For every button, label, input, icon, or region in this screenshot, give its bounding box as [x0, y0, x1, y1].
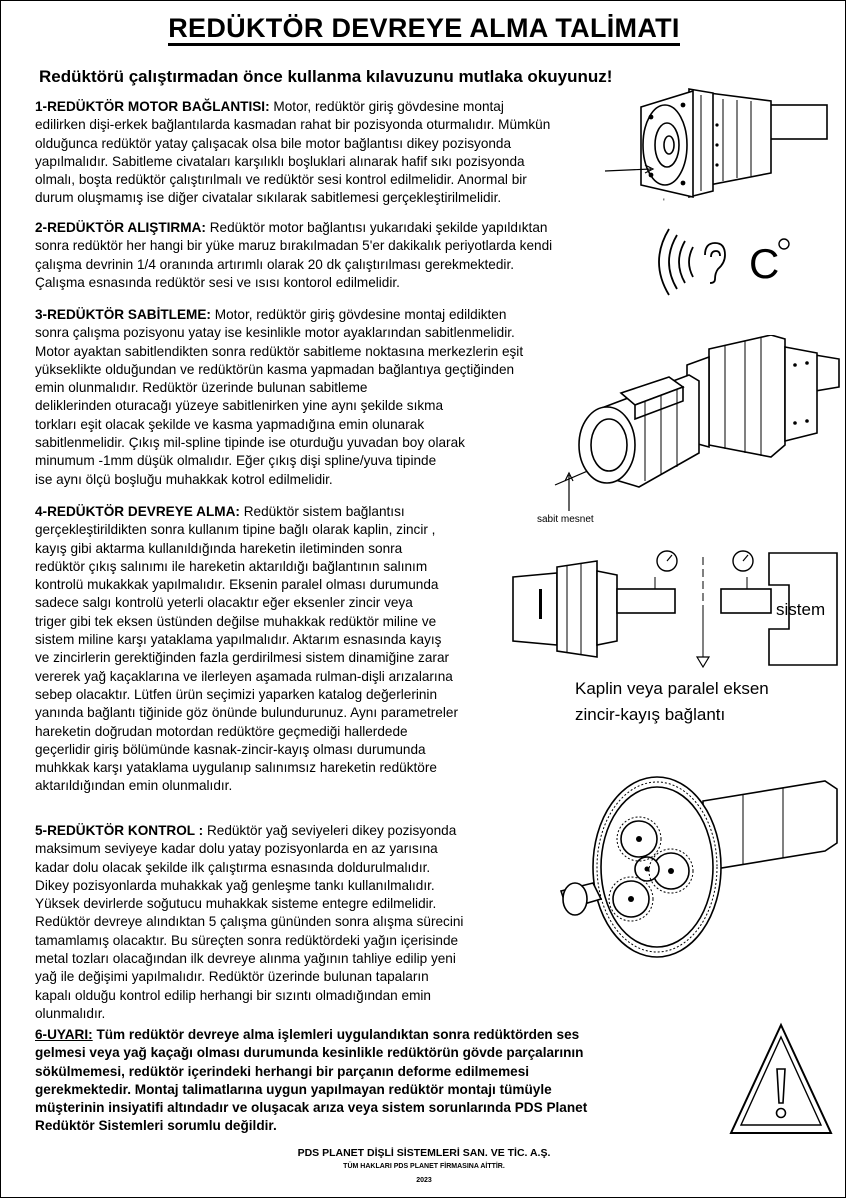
coupling-caption-line2: zincir-kayış bağlantı [575, 705, 726, 724]
section-line: Redüktör yağ seviyeleri dikey pozisyonda [206, 823, 457, 838]
planetary-gear-illustration [553, 771, 843, 963]
section-line: emin olunmalıdır. Redüktör üzerinde bulunan sabitleme [35, 380, 368, 396]
section-line: sökülmemesi, redüktör içerindeki herhangi bir parçanın deforme edilmemesi [35, 1063, 530, 1079]
section-line: triger gibi tek eksen üstünden değilse muhakkak redüktör miline ve [35, 613, 437, 629]
section-line: Motor ayaktan sabitlendikten sonra redüktör sabitleme noktasına merkezlerin eşit [35, 343, 524, 359]
section-line: sadece salgı kontrolü yeterli olacaktır eğer eksenler zincir veya [35, 595, 413, 611]
section-line: olmalı, boşta redüktör çalıştırılmalı ve redüktör sesi kontrol edilmelidir. Anormal bir [35, 172, 527, 188]
section-line: muhkkak karşı yataklama uygulanıp salınımsız hareketin redüktöre [35, 760, 437, 776]
footer-company: PDS PLANET DİŞLİ SİSTEMLERİ SAN. VE TİC. A.Ş. [297, 1147, 551, 1159]
section-motor-connection [35, 98, 550, 208]
reducer-flange-illustration [601, 85, 837, 215]
output-shaft [815, 355, 839, 391]
section-line: Yüksek devirlerde soğutucu muhakkak sisteme entegre edilmelidir. [35, 896, 437, 912]
section-line: sistem miline karşı yataklama yapılmalıdır. Aktarım esnasında kayış [35, 632, 442, 648]
section-line: Motor, redüktör giriş gövdesine montaj edildikten [214, 307, 507, 322]
section-line: sabitlenmelidir. Çıkış mil-spline tipinde ise oturduğu yuvadan boy olarak [35, 435, 465, 451]
degree-icon [777, 237, 791, 251]
section-heading: 6-UYARI: [35, 1027, 93, 1042]
dial-gauge-icon [657, 551, 753, 571]
section-line: metal tozları olacağından ilk devreye alınma yağının tahliye edilip yeni [35, 951, 456, 967]
section-heading: 2-REDÜKTÖR ALIŞTIRMA: [35, 220, 206, 235]
section-heading: 1-REDÜKTÖR MOTOR BAĞLANTISI: [35, 99, 270, 114]
fixed-support-label: sabit mesnet [537, 514, 594, 525]
section-line: sonra redüktör her hangi bir yüke maruz bırakılmadan 5'er dakikalık periyotlarda kendi [35, 238, 553, 254]
section-line: ise aynı ölçü boşluğu muhakkak kotrol edilmelidir. [35, 471, 333, 487]
section-line: Redüktör Sistemleri sorumlu değildir. [35, 1118, 277, 1134]
ear-icon [705, 243, 725, 283]
reducer-shaft [617, 589, 675, 613]
section-line: Çalışma esnasında redüktör sesi ve ısısı kontorol edilmelidir. [35, 274, 400, 290]
section-line: Redüktör sistem bağlantısı [243, 504, 405, 519]
section-line: yükseklikte olduğundan ve redüktörün kasma yapmadan bağlantıya geçtiğinden [35, 361, 515, 377]
reducer-output-housing [513, 573, 557, 645]
section-line: olunmalıdır. [35, 1005, 106, 1021]
section-line: çalışma devrinin 1/4 oranında artırımlı olarak 20 dk çalıştırılması gerekmektedir. [35, 256, 515, 272]
section-line: torkları eşit olacak şekilde ve kasma yapmadığına emin olunarak [35, 416, 425, 432]
section-line: Tüm redüktör devreye alma işlemleri uygulandıktan sonra redüktörden ses [96, 1027, 580, 1042]
section-line: aktarıldığından emin olunmalıdır. [35, 778, 233, 794]
section-line: sebep olacaktır. Lütfen ürün seçimizi yaparken katalog değerlerinin [35, 686, 438, 702]
page-title: REDÜKTÖR DEVREYE ALMA TALİMATI [1, 13, 847, 44]
section-line: sonra çalışma pozisyonu yatay ise kesinlikle motor ayaklarından sabitlenmelidir. [35, 325, 515, 341]
sound-waves-icon [645, 225, 731, 299]
section-line: durum oluşmamış ise diğer civatalar sıkılarak sabitlemesi gerçekleştirilmelidir. [35, 190, 502, 206]
section-fixing [35, 306, 523, 489]
section-line: kontrolü mukakkak yapılmalıdır. Eksenin paralel olması durumunda [35, 577, 439, 593]
section-heading: 5-REDÜKTÖR KONTROL : [35, 823, 204, 838]
section-line: Dikey pozisyonlarda muhakkak yağ genleşme tankı kullanılmalıdır. [35, 877, 435, 893]
output-carrier-shaft [703, 781, 837, 871]
section-line: Motor, redüktör giriş gövdesine montaj [273, 99, 504, 114]
section-line: gerekmektedir. Montaj talimatlarına uygun yapılmayan redüktör montajı tümüyle [35, 1081, 552, 1097]
section-line: yapılmalıdır. Sabitleme civataları karşılıklı boşluklari alınarak hafif sıkı pozisyonda [35, 153, 525, 169]
section-line: müşterinin insiyatifi altındadır ve oluşacak arıza veya sistem sorunlarında PDS Planet [35, 1100, 588, 1116]
temperature-symbol: C [749, 240, 780, 287]
section-line: geçerlidir giriş bölümünde kasnak-zincir-kayış olması durumunda [35, 741, 426, 757]
section-line: yanında bağlantı tiğinide göz önünde bulundurunuz. Aynı parametreler [35, 705, 458, 721]
section-line: deliklerinden oturacağı yüzeye sabitlenirken yine aynı şekilde sıkma [35, 398, 444, 414]
section-line: kadar dolu olacak şekilde ilk çalıştırma esnasında doldurulmalıdır. [35, 859, 431, 875]
page-subtitle: Redüktörü çalıştırmadan önce kullanma kılavuzunu mutlaka okuyunuz! [39, 67, 613, 86]
section-line: Redüktör motor bağlantısı yukarıdaki şekilde yapıldıktan [209, 220, 548, 235]
section-commissioning [35, 503, 458, 796]
system-shaft [721, 589, 771, 613]
motor-reducer-assembly-illustration [549, 335, 843, 511]
section-running-in [35, 219, 552, 292]
reducer-body [709, 93, 771, 185]
section-line: yağ ile değişimi yapılmalıdır. Redüktör üzerinde bulunan tapaların [35, 969, 429, 985]
section-line: kapalı olduğu kontrol edilip herhangi bir sızıntı olmadığından emin [35, 987, 431, 1003]
footer-year: 2023 [416, 1177, 432, 1184]
section-control [35, 822, 463, 1023]
section-line: maksimum seviyeye kadar dolu yatay pozisyonlarda en az yarısına [35, 841, 438, 857]
section-line: Redüktör devreye alındıktan 5 çalışma gününden sonra alışma sürecini [35, 914, 464, 930]
section-line: gerçekleştirildikten sonra kullanım tipine bağlı olarak kaplin, zincir , [35, 522, 436, 538]
svg-text:': ' [663, 197, 665, 207]
reducer-body [709, 335, 785, 457]
output-shaft [769, 105, 827, 139]
section-line: gelmesi veya yağ kaçağı olması durumunda kesinlikle redüktörün gövde parçalarının [35, 1045, 584, 1061]
section-line: hareketin doğrudan motordan redüktöre geçmediği hallerdede [35, 723, 408, 739]
coupling-caption-line1: Kaplin veya paralel eksen [575, 679, 769, 698]
footer-rights: TÜM HAKLARI PDS PLANET FİRMASINA AİTTİR. [343, 1163, 505, 1170]
down-arrow-icon [697, 657, 709, 667]
warning-icon [727, 1021, 835, 1139]
section-line: vererek yağ kaçaklarına ve ilerleyen aşamada rulman-dişli arızalarına [35, 668, 453, 684]
system-label: sistem [776, 600, 826, 619]
section-line: edilirken dişi-erkek bağlantılarda kasmadan rahat bir pozisyonda oturmalıdır. Mümkün [35, 117, 551, 133]
section-line: ve zincirlerin gerektiğinden fazla gerdirilmesi sistem dinamiğine zarar [35, 650, 450, 666]
section-line: tamamlamış olacaktır. Bu süreçten sonra redüktördeki yağın içerisinde [35, 932, 459, 948]
section-line: minumum -1mm düşük olmalıdır. Eğer çıkış dişi spline/yuva tipinde [35, 453, 437, 469]
section-heading: 4-REDÜKTÖR DEVREYE ALMA: [35, 504, 240, 519]
section-heading: 3-REDÜKTÖR SABİTLEME: [35, 307, 211, 322]
section-line: olduğunca redüktör yatay çalışacak olsa bile motor bağlantısı dikey pozisyonda [35, 135, 512, 151]
section-warning [35, 1026, 587, 1136]
section-line: redüktör çıkış salınımı ile hareketin aktarıldığı bağlantının salınım [35, 558, 428, 574]
section-line: kayış gibi aktarma kullanıldığında hareketin iletiminden sonra [35, 540, 403, 556]
